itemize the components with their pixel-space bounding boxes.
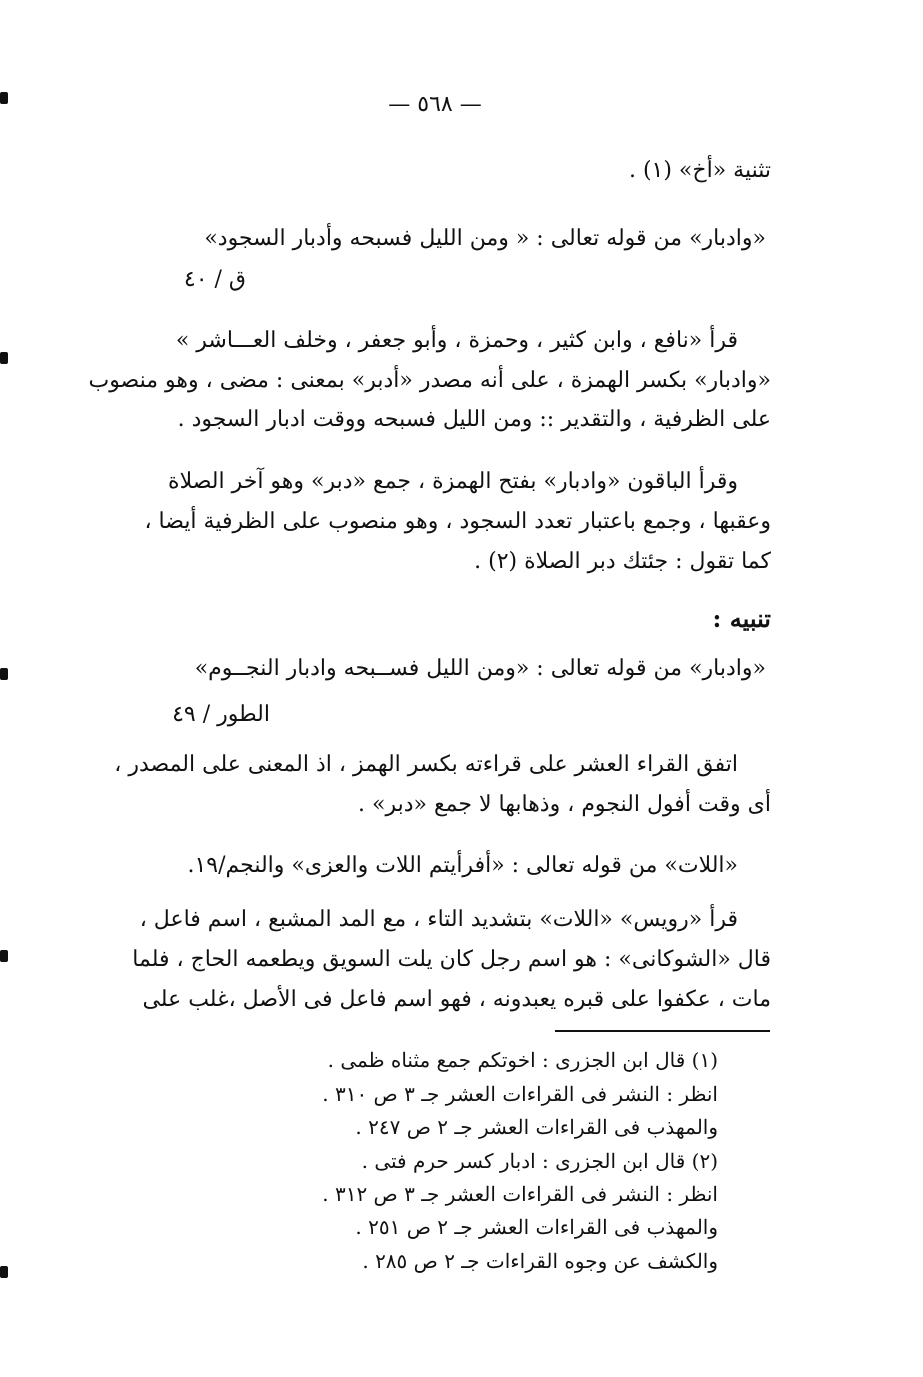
section-heading: تنبيه : bbox=[712, 604, 771, 633]
footnote-line: انظر : النشر فى القراءات العشر جـ ٣ ص ٣١٢ . bbox=[322, 1182, 718, 1206]
text-line: تثنية «أخ» (١) . bbox=[628, 158, 771, 183]
verse-reference: ق / ٤٠ bbox=[183, 267, 246, 292]
text-line: أى وقت أفول النجوم ، وذهابها لا جمع «دبر» . bbox=[358, 792, 771, 817]
verse-line: «وادبار» من قوله تعالى : « ومن الليل فسبحه وأدبار السجود» bbox=[204, 226, 766, 251]
text-line: وقرأ الباقون «وادبار» بفتح الهمزة ، جمع «دبر» وهو آخر الصلاة bbox=[168, 469, 738, 494]
verse-line: «اللات» من قوله تعالى : «أفرأيتم اللات والعزى» والنجم/١٩. bbox=[187, 853, 738, 878]
footnote-line: (١) قال ابن الجزرى : اخوتكم جمع مثناه ظمى . bbox=[327, 1048, 718, 1072]
footnote-line: انظر : النشر فى القراءات العشر جـ ٣ ص ٣١٠ . bbox=[322, 1082, 718, 1106]
scan-mark bbox=[0, 92, 8, 104]
footnote-separator bbox=[555, 1030, 770, 1032]
footnote-line: والمهذب فى القراءات العشر جـ ٢ ص ٢٥١ . bbox=[355, 1215, 718, 1239]
scan-mark bbox=[0, 950, 8, 962]
text-line: «وادبار» بكسر الهمزة ، على أنه مصدر «أدبر» بمعنى : مضى ، وهو منصوب bbox=[88, 368, 771, 393]
verse-reference: الطور / ٤٩ bbox=[172, 702, 270, 727]
text-line: اتفق القراء العشر على قراءته بكسر الهمز ، اذ المعنى على المصدر ، bbox=[114, 752, 738, 777]
scan-mark bbox=[0, 1266, 8, 1278]
text-line: وعقبها ، وجمع باعتبار تعدد السجود ، وهو منصوب على الظرفية أيضا ، bbox=[144, 509, 771, 534]
footnote-line: والمهذب فى القراءات العشر جـ ٢ ص ٢٤٧ . bbox=[355, 1115, 718, 1139]
footnote-line: والكشف عن وجوه القراءات جـ ٢ ص ٢٨٥ . bbox=[362, 1249, 718, 1273]
text-line: كما تقول : جئتك دبر الصلاة (٢) . bbox=[474, 549, 771, 574]
text-line: مات ، عكفوا على قبره يعبدونه ، فهو اسم فاعل فى الأصل ،غلب على bbox=[142, 987, 771, 1012]
page-number: — ٥٦٨ — bbox=[388, 92, 482, 117]
footnote-line: (٢) قال ابن الجزرى : ادبار كسر حرم فتى . bbox=[361, 1149, 718, 1173]
text-line: قرأ «رويس» «اللات» بتشديد التاء ، مع المد المشبع ، اسم فاعل ، bbox=[139, 907, 738, 932]
scan-mark bbox=[0, 668, 8, 680]
text-line: قال «الشوكانى» : هو اسم رجل كان يلت السويق ويطعمه الحاج ، فلما bbox=[132, 947, 771, 972]
scan-mark bbox=[0, 352, 8, 364]
text-line: قرأ «نافع ، وابن كثير ، وحمزة ، وأبو جعفر ، وخلف العـــاشر » bbox=[175, 328, 738, 353]
text-line: على الظرفية ، والتقدير :: ومن الليل فسبحه ووقت ادبار السجود . bbox=[177, 407, 771, 432]
verse-line: «وادبار» من قوله تعالى : «ومن الليل فســبحه وادبار النجــوم» bbox=[194, 656, 766, 681]
